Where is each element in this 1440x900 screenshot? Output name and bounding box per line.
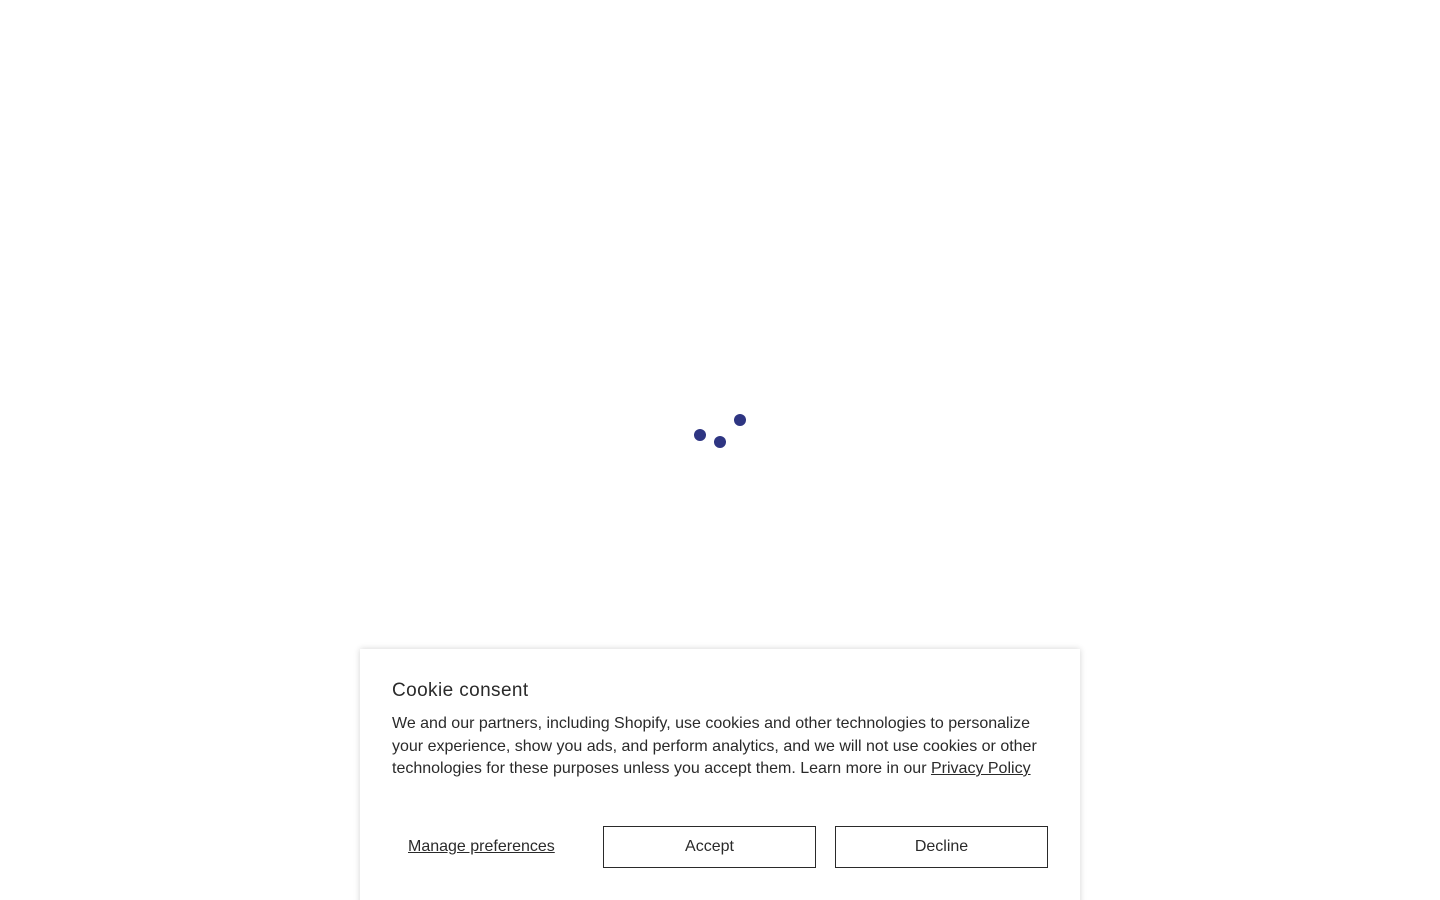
loader-dot [734,414,746,426]
cookie-consent-title: Cookie consent [392,680,529,701]
loader-dot [694,429,706,441]
accept-button[interactable]: Accept [603,826,816,868]
loader-dot [714,436,726,448]
manage-preferences-button[interactable]: Manage preferences [408,826,555,868]
cookie-consent-banner [360,649,1080,900]
cookie-consent-actions [392,826,1048,868]
cookie-consent-body [392,713,1048,781]
cookie-consent-text: We and our partners, including Shopify, use cookies and other technologies to personalize your experience, show you ads, and perform analytics, and we will not use cookies or other technologies for these purposes unless you accept them. Learn more in our [392,715,1037,777]
privacy-policy-link[interactable]: Privacy Policy [930,760,1031,777]
decline-button[interactable]: Decline [835,826,1048,868]
loading-dots-icon [690,410,750,450]
